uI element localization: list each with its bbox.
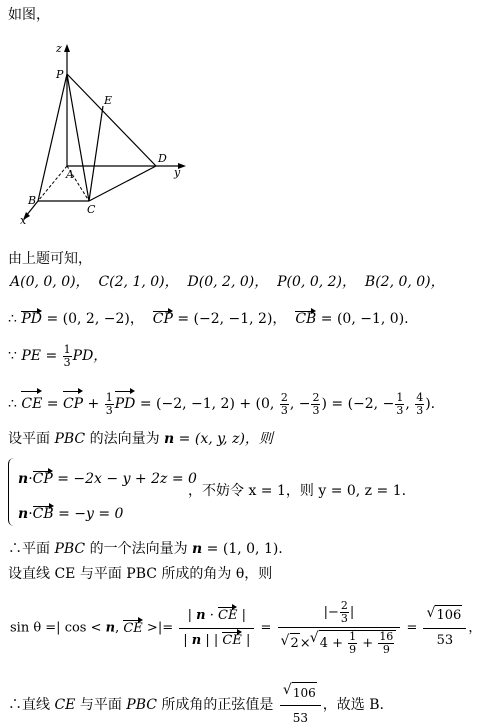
system-brace xyxy=(8,458,17,526)
system-condition: ，不妨令 x = 1，则 y = 0, z = 1. xyxy=(188,483,407,499)
label-a: A xyxy=(66,168,74,181)
vec-cp: CP xyxy=(152,311,173,327)
pyramid-figure xyxy=(18,36,218,226)
sin-frac-1: $\frac{| n \cdot CE |}{| n | | CE |}$ xyxy=(179,606,254,651)
system-row-1: n·CP = −2x − y + 2z = 0 xyxy=(18,471,197,487)
conclusion-line: ∴直线 CE 与平面 PBC 所成角的正弦值是 √ $\frac{106}{53}$ ，故选 B. xyxy=(8,682,384,728)
conclusion-frac: √ $\frac{106}{53}$ xyxy=(280,682,321,728)
z-arrow xyxy=(64,44,70,52)
set-normal-line: 设平面 PBC 的法向量为 n = (x, y, z)，则 xyxy=(8,431,273,447)
sin-frac-2: |− $\frac{2}{3}$ | √ 2×√ 4 + $\frac{1}{9}$ + $\frac{16}{9}$ xyxy=(278,600,401,656)
known-text: 由上题可知， xyxy=(8,251,92,267)
coord-d: D(0, 2, 0)， xyxy=(187,274,269,290)
system-row-2: n·CB = −y = 0 xyxy=(18,506,124,522)
label-b: B xyxy=(28,194,37,207)
sin-frac-3: √ $\frac{106}{53}$ xyxy=(423,605,466,651)
label-c: C xyxy=(87,203,96,216)
sin-formula: sin θ =| cos < n, CE >|= $\frac{| n \cdot CE |}{| n | | CE |}$ = |− $\frac{2}{3}$ | √ 2×√ 4 + $\frac{1}{9}$ + $\frac{16}{9}$ = √ $\frac{106}{53}$ ， xyxy=(10,600,481,656)
label-z: z xyxy=(56,42,62,55)
coord-c: C(2, 1, 0)， xyxy=(98,274,179,290)
edge-ce xyxy=(89,106,103,201)
coord-a: A(0, 0, 0)， xyxy=(10,274,90,290)
pe-line: ∵ PE = $\frac{1}{3}$ PD， xyxy=(8,342,108,369)
label-y: y xyxy=(174,166,181,179)
label-d: D xyxy=(158,152,167,165)
label-x: x xyxy=(20,214,27,226)
intro-text: 如图， xyxy=(8,7,50,23)
vec-ce: CE xyxy=(21,390,42,418)
edge-cd xyxy=(89,166,156,201)
coord-b: B(2, 0, 0)， xyxy=(364,274,445,290)
angle-line: 设直线 CE 与平面 PBC 所成的角为 θ，则 xyxy=(8,566,273,582)
vec-cb: CB xyxy=(295,311,317,327)
coord-p: P(0, 0, 2)， xyxy=(277,274,356,290)
coordinates-line xyxy=(10,273,445,291)
normal-vector-line: ∴平面 PBC 的一个法向量为 n = (1, 0, 1). xyxy=(8,541,283,557)
label-p: P xyxy=(56,68,64,81)
edge-pb xyxy=(38,74,67,201)
vec-pd: PD xyxy=(21,311,43,327)
label-e: E xyxy=(104,94,113,107)
ce-line: ∴ CE = CP + $\frac{1}{3}$ PD = (−2, −1, 2) + (0, $\frac{2}{3}$ , − $\frac{2}{3}$ ) = (−2, − $\frac{1}{3}$ , $\frac{4}{3}$ ). xyxy=(8,390,436,417)
vectors-line: ∴ PD = (0, 2, −2)， CP = (−2, −1, 2)， CB = (0, −1, 0). xyxy=(8,311,409,327)
